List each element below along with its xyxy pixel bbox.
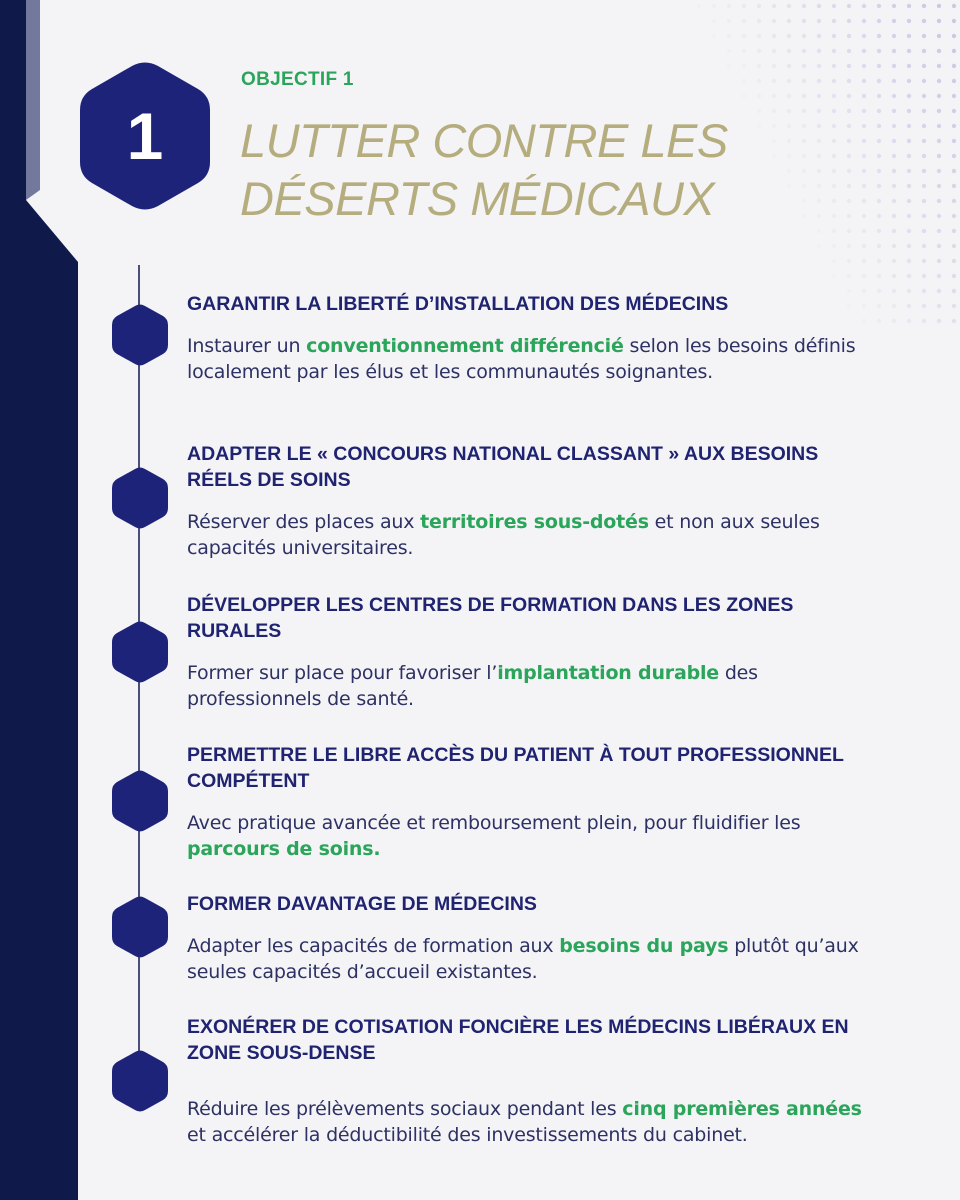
objective-number: 1 bbox=[126, 99, 164, 173]
decor-dot bbox=[847, 274, 851, 278]
item-body-text: et non aux seules capacités universitaires. bbox=[187, 511, 820, 559]
item-body-text: Réserver des places aux bbox=[187, 511, 421, 533]
decor-dot bbox=[877, 304, 881, 308]
item-body-text: Adapter les capacités de formation aux bbox=[187, 935, 560, 957]
item-body bbox=[187, 1096, 867, 1148]
list-item bbox=[187, 592, 867, 712]
item-body bbox=[187, 933, 867, 985]
item-body-text: Avec pratique avancée et remboursement plein, pour fluidifier les bbox=[187, 812, 801, 834]
decor-dot bbox=[922, 289, 926, 293]
decor-dot bbox=[937, 319, 941, 323]
decor-dot bbox=[892, 274, 896, 278]
decor-dot bbox=[952, 289, 956, 293]
decor-dot bbox=[907, 274, 911, 278]
item-highlight: besoins du pays bbox=[559, 935, 729, 957]
item-highlight: cinq premières années bbox=[622, 1098, 862, 1120]
list-item bbox=[187, 1014, 867, 1148]
item-highlight: parcours de soins. bbox=[187, 838, 381, 860]
decor-dot bbox=[892, 289, 896, 293]
item-body-text: et accélérer la déductibilité des investissements du cabinet. bbox=[187, 1124, 748, 1146]
decor-dot bbox=[892, 319, 896, 323]
bullet-hexagon-icon bbox=[112, 770, 168, 832]
decor-dot bbox=[952, 304, 956, 308]
item-body bbox=[187, 810, 867, 862]
item-heading: GARANTIR LA LIBERTÉ D’INSTALLATION DES MÉDECINS bbox=[187, 293, 729, 315]
decor-dot bbox=[862, 274, 866, 278]
item-heading: ADAPTER LE « CONCOURS NATIONAL CLASSANT » AUX BESOINS RÉELS DE SOINS bbox=[187, 443, 819, 491]
decor-dot bbox=[922, 319, 926, 323]
objective-label: OBJECTIF 1 bbox=[241, 69, 354, 90]
item-highlight: implantation durable bbox=[497, 662, 719, 684]
decor-dot bbox=[877, 274, 881, 278]
decor-dot bbox=[952, 274, 956, 278]
decor-dot bbox=[937, 289, 941, 293]
decor-dot bbox=[877, 319, 881, 323]
item-heading: DÉVELOPPER LES CENTRES DE FORMATION DANS LES ZONES RURALES bbox=[187, 594, 794, 642]
decor-dot bbox=[952, 319, 956, 323]
decor-dot bbox=[907, 319, 911, 323]
decor-dot bbox=[877, 289, 881, 293]
item-body-text: Instaurer un bbox=[187, 335, 307, 357]
list-item bbox=[187, 291, 867, 385]
item-body bbox=[187, 509, 867, 561]
list-item bbox=[187, 441, 867, 561]
bullet-hexagon-icon bbox=[112, 304, 168, 366]
header-panel bbox=[0, 0, 960, 260]
item-body bbox=[187, 333, 867, 385]
decor-dot bbox=[922, 274, 926, 278]
list-item bbox=[187, 891, 867, 985]
bullet-hexagon-icon bbox=[112, 621, 168, 683]
item-body-text: Former sur place pour favoriser l’ bbox=[187, 662, 498, 684]
bullet-hexagon-icon bbox=[112, 467, 168, 529]
item-body-text: des professionnels de santé. bbox=[187, 662, 758, 710]
decor-dot bbox=[937, 274, 941, 278]
bullet-hexagon-icon bbox=[112, 896, 168, 958]
title-line-2: DÉSERTS MÉDICAUX bbox=[240, 172, 715, 225]
list-item bbox=[187, 742, 867, 862]
item-body-text: selon les besoins définis localement par les élus et les communautés soignantes. bbox=[187, 335, 856, 383]
decor-dot bbox=[937, 304, 941, 308]
bullet-hexagon-icon bbox=[112, 1050, 168, 1112]
item-body-text: plutôt qu’aux seules capacités d’accueil existantes. bbox=[187, 935, 859, 983]
decor-dot bbox=[892, 304, 896, 308]
item-highlight: conventionnement différencié bbox=[306, 335, 624, 357]
item-heading: FORMER DAVANTAGE DE MÉDECINS bbox=[187, 893, 537, 915]
decor-dot bbox=[907, 289, 911, 293]
item-highlight: territoires sous-dotés bbox=[420, 511, 649, 533]
decor-dot bbox=[922, 304, 926, 308]
decor-dot bbox=[907, 304, 911, 308]
title-line-1: LUTTER CONTRE LES bbox=[240, 114, 728, 167]
decor-dot bbox=[832, 274, 836, 278]
item-heading: EXONÉRER DE COTISATION FONCIÈRE LES MÉDECINS LIBÉRAUX EN ZONE SOUS-DENSE bbox=[187, 1016, 849, 1064]
item-body-text: Réduire les prélèvements sociaux pendant les bbox=[187, 1098, 623, 1120]
item-body bbox=[187, 660, 867, 712]
item-heading: PERMETTRE LE LIBRE ACCÈS DU PATIENT À TOUT PROFESSIONNEL COMPÉTENT bbox=[187, 744, 844, 792]
